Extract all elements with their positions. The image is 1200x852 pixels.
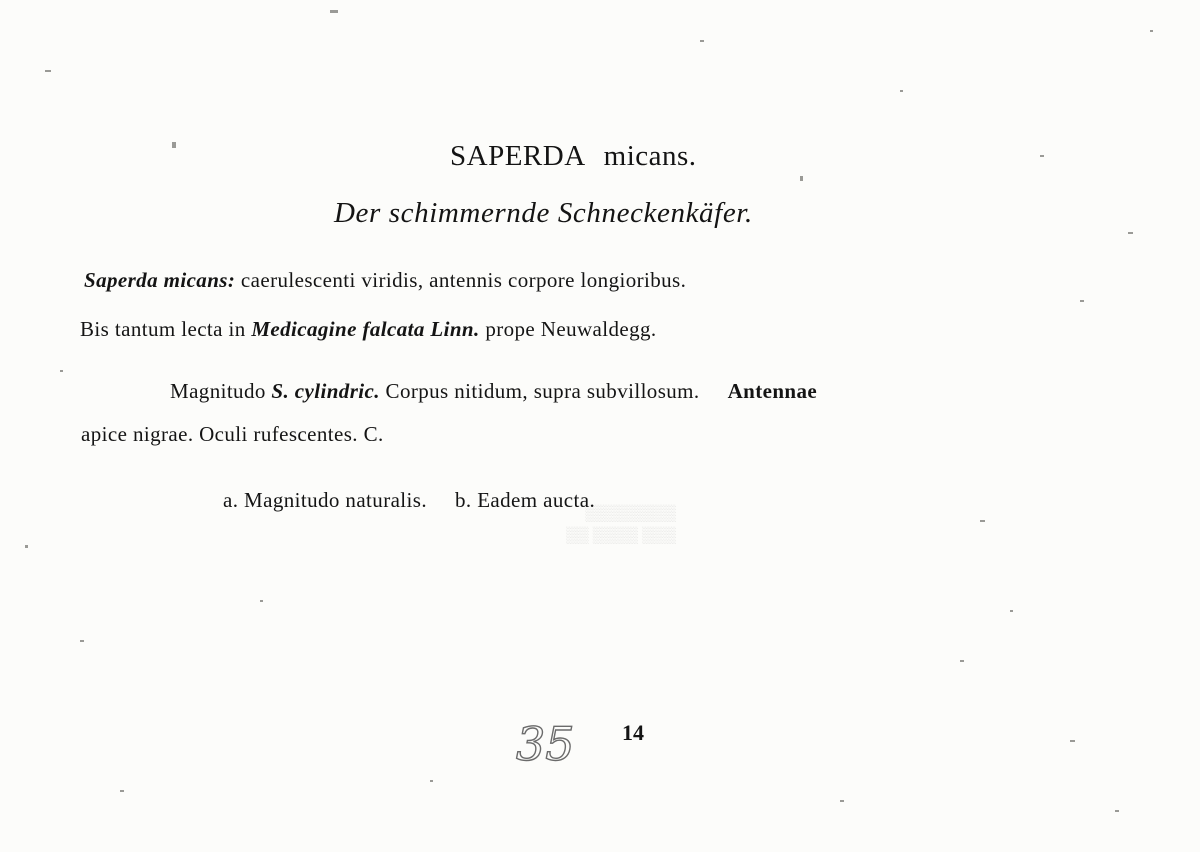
figure-caption-a: a. Magnitudo naturalis.	[223, 488, 427, 512]
description-prefix: Magnitudo	[170, 379, 266, 403]
description-line-2: apice nigrae. Oculi rufescentes. C.	[81, 422, 384, 446]
description-species: S. cylindric.	[271, 379, 380, 403]
genus-name: SAPERDA	[450, 140, 586, 172]
ink-bleed-through: ▒▒▒▒▒▒▒▒ ▒▒▒ ▒▒▒▒ ▒▒	[565, 505, 676, 545]
diagnosis-text: caerulescenti viridis, antennis corpore longioribus.	[240, 268, 687, 292]
figure-caption-b: b. Eadem aucta.	[455, 488, 596, 512]
handwritten-number-text: 35	[516, 717, 575, 771]
locality-suffix: prope Neuwaldegg.	[485, 317, 657, 341]
description-rest: Corpus nitidum, supra subvillosum.	[385, 379, 700, 403]
locality-prefix: Bis tantum lecta in	[80, 317, 246, 341]
locality-line	[80, 319, 657, 340]
diagnosis-line	[84, 270, 686, 291]
species-name: micans.	[603, 140, 697, 172]
handwritten-number	[512, 712, 592, 772]
page-number: 14	[622, 720, 644, 745]
description-end: Antennae	[727, 379, 818, 403]
page-title	[450, 142, 697, 171]
description-line-1	[170, 381, 817, 402]
diagnosis-species: Saperda micans:	[84, 268, 236, 292]
german-name: Der schimmernde Schneckenkäfer.	[334, 197, 753, 229]
locality-plant: Medicagine falcata Linn.	[251, 317, 480, 341]
